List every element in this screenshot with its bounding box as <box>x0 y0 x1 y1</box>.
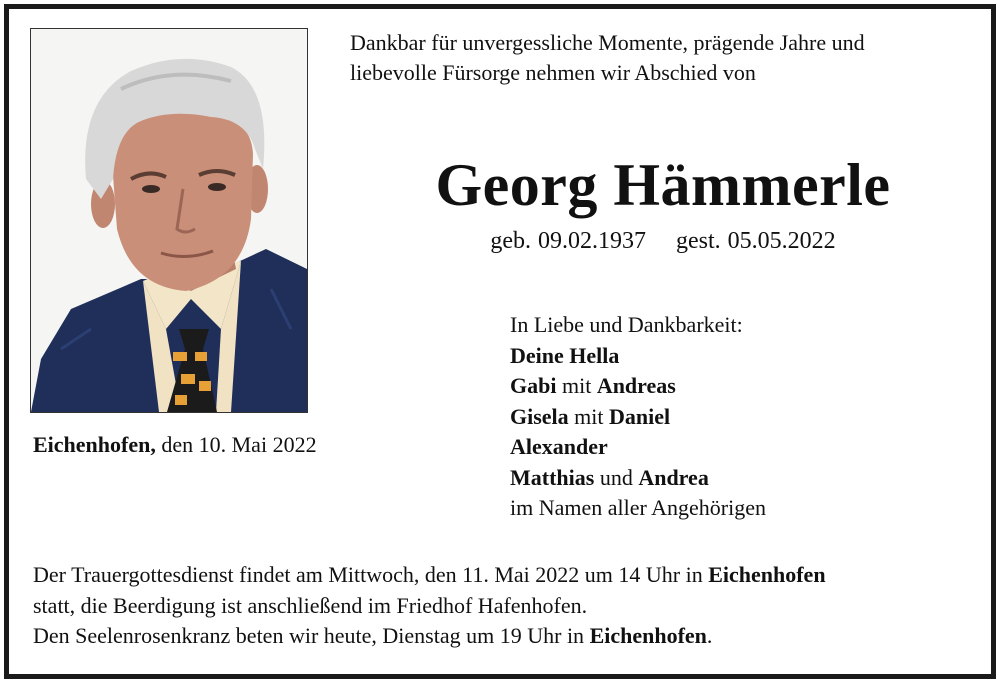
family-member: Alexander <box>510 434 608 459</box>
death-date: gest. 05.05.2022 <box>675 228 836 254</box>
family-heading: In Liebe und Dankbarkeit: <box>510 312 743 337</box>
service-info <box>33 560 983 652</box>
life-dates <box>350 226 976 256</box>
place-date-text: den 10. Mai 2022 <box>155 432 317 457</box>
intro-line: liebevolle Fürsorge nehmen wir Abschied von <box>350 60 756 85</box>
family-list <box>510 310 766 524</box>
service-line: Der Trauergottesdienst findet am Mittwoch, den 11. Mai 2022 um 14 Uhr in Eichenhofen <box>33 562 826 587</box>
family-member: Deine Hella <box>510 342 620 368</box>
family-member: Matthias und Andrea <box>510 464 709 490</box>
service-line: Den Seelenrosenkranz beten wir heute, Dienstag um 19 Uhr in Eichenhofen. <box>33 623 713 648</box>
intro-line: Dankbar für unvergessliche Momente, prägende Jahre und <box>350 30 865 55</box>
family-member: Gabi mit Andreas <box>510 373 676 398</box>
portrait-image <box>31 29 307 412</box>
family-closing: im Namen aller Angehörigen <box>510 495 766 520</box>
deceased-name: Georg Hämmerle <box>435 152 891 218</box>
family-member: Gisela mit Daniel <box>510 403 671 429</box>
intro-text <box>350 28 970 88</box>
place-date <box>33 430 317 460</box>
service-line: statt, die Beerdigung ist anschließend im Friedhof Hafenhofen. <box>33 592 588 618</box>
portrait-photo <box>30 28 308 413</box>
birth-date: geb. 09.02.1937 <box>490 228 646 254</box>
place-town: Eichenhofen, <box>33 432 156 457</box>
